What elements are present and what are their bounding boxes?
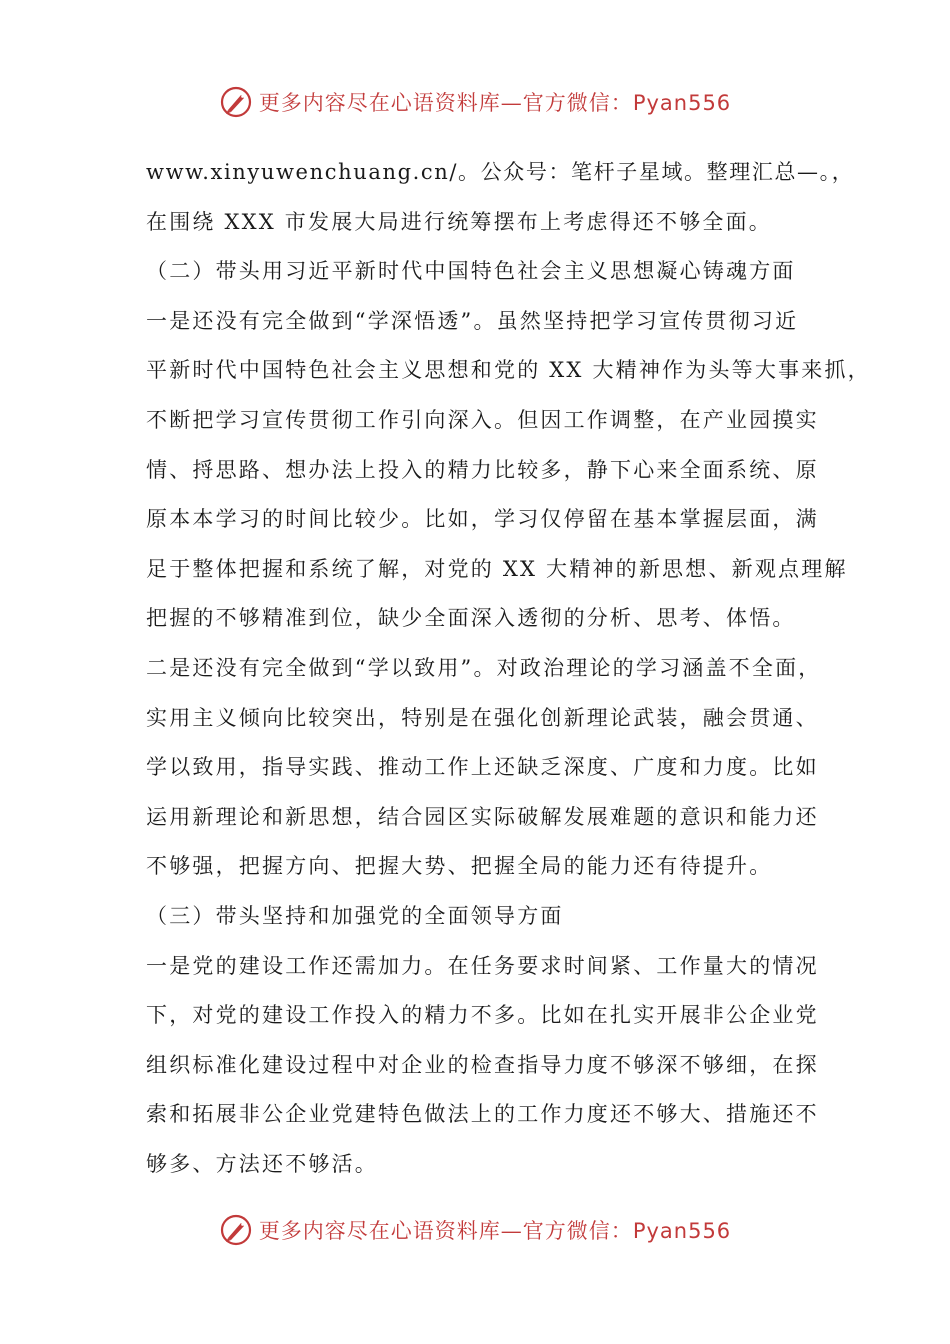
body-line: www.xinyuwenchuang.cn/。公众号：笔杆子星域。整理汇总—。，: [146, 160, 855, 184]
section-heading: （二）带头用习近平新时代中国特色社会主义思想凝心铸魂方面: [146, 259, 796, 284]
wechat-id: Pyan556: [632, 1219, 732, 1243]
body-line: 索和拓展非公企业党建特色做法上的工作力度还不够大、措施还不: [146, 1102, 819, 1127]
banner-text: [259, 87, 731, 117]
banner-text: [259, 1215, 731, 1245]
body-line: 把握的不够精准到位，缺少全面深入透彻的分析、思考、体悟。: [146, 606, 796, 631]
pen-nib-circle-icon: [219, 85, 253, 119]
body-line: 学以致用，指导实践、推动工作上还缺乏深度、广度和力度。比如: [146, 755, 819, 780]
body-line: 一是党的建设工作还需加力。在任务要求时间紧、工作量大的情况: [146, 953, 819, 978]
section-heading: （三）带头坚持和加强党的全面领导方面: [146, 903, 564, 928]
header-banner: [0, 82, 950, 122]
body-line: 不够强，把握方向、把握大势、把握全局的能力还有待提升。: [146, 854, 773, 879]
body-line: 实用主义倾向比较突出，特别是在强化创新理论武装，融会贯通、: [146, 705, 819, 730]
banner-slogan: 更多内容尽在心语资料库—官方微信：: [258, 91, 633, 115]
body-line: 在围绕 XXX 市发展大局进行统筹摆布上考虑得还不够全面。: [146, 209, 772, 234]
body-line: 原本本学习的时间比较少。比如，学习仅停留在基本掌握层面，满: [146, 507, 819, 532]
footer-banner: [0, 1210, 950, 1250]
body-line: 下，对党的建设工作投入的精力不多。比如在扎实开展非公企业党: [146, 1003, 819, 1028]
banner-slogan: 更多内容尽在心语资料库—官方微信：: [258, 1219, 633, 1243]
pen-nib-circle-icon: [219, 1213, 253, 1247]
body-line: 运用新理论和新思想，结合园区实际破解发展难题的意识和能力还: [146, 804, 819, 829]
body-line: 平新时代中国特色社会主义思想和党的 XX 大精神作为头等大事来抓，: [146, 358, 871, 383]
document-body: [146, 148, 871, 1189]
body-line: 够多、方法还不够活。: [146, 1151, 378, 1176]
body-line: 一是还没有完全做到“学深悟透”。虽然坚持把学习宣传贯彻习近: [146, 308, 799, 333]
body-line: 组织标准化建设过程中对企业的检查指导力度不够深不够细，在探: [146, 1052, 819, 1077]
body-line: 情、捋思路、想办法上投入的精力比较多，静下心来全面系统、原: [146, 457, 819, 482]
body-line: 二是还没有完全做到“学以致用”。对政治理论的学习涵盖不全面，: [146, 655, 822, 680]
body-line: 足于整体把握和系统了解，对党的 XX 大精神的新思想、新观点理解: [146, 556, 848, 581]
body-line: 不断把学习宣传贯彻工作引向深入。但因工作调整，在产业园摸实: [146, 407, 819, 432]
wechat-id: Pyan556: [632, 91, 732, 115]
